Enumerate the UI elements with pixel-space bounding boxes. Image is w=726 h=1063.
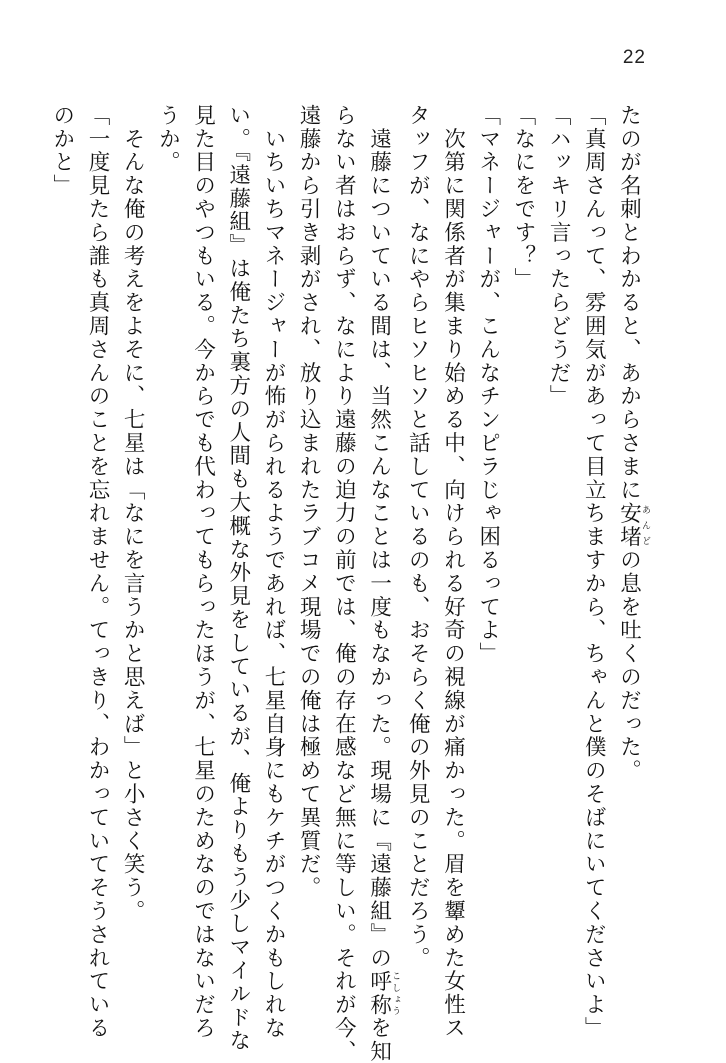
text-line-16: 「一度見たら誰も真周さんのことを忘れません。てっきり、わかっていてそうされている <box>84 104 110 1040</box>
text-line-15: そんな俺の考えをよそに、七星は「なにを言うかと思えば」と小さく笑う。 <box>120 104 146 923</box>
text-line-13: 見た目のやつもいる。今からでも代わってもらったほうが、七星のためなのではないだろ <box>190 104 216 1040</box>
text-line-8: 遠藤についている間は、当然こんなことは一度もなかった。現場に『遠藤組』の呼称こしょうを知 <box>366 104 401 1063</box>
text-line-12: い。『遠藤組』は俺たち裏方の人間も大概な外見をしているが、俺よりもう少しマイルドな <box>225 104 251 1053</box>
text-line-11: いちいちマネージャーが怖がられるようであれば、七星自身にもケチがつくかもしれな <box>260 104 286 1040</box>
body-text <box>49 104 650 1063</box>
text-line-9: らない者はおらず、なにより遠藤の迫力の前では、俺の存在感など無に等しい。それが今、 <box>331 104 357 1063</box>
text-line-14: うか。 <box>155 104 181 175</box>
text-line-17: のかと」 <box>49 104 75 198</box>
text-line-5: 「マネージャーが、こんなチンピラじゃ困るってよ」 <box>475 104 501 666</box>
ruby-kosho: 呼称こしょう <box>366 969 401 1017</box>
page-number: 22 <box>622 47 646 68</box>
text-line-7: タッフが、なにやらヒソヒソと話しているのも、おそらく俺の外見のことだろう。 <box>405 104 431 970</box>
ruby-anzu: 安堵あんど <box>616 501 650 549</box>
text-line-10: 遠藤から引き剥がされ、放り込まれたラブコメ現場での俺は極めて異質だ。 <box>296 104 322 900</box>
text-line-6: 次第に関係者が集まり始める中、向けられる好奇の視線が痛かった。眉を顰めた女性ス <box>440 104 466 1040</box>
text-line-3: 「ハッキリ言ったらどうだ」 <box>546 104 572 409</box>
text-line-2: 「真周さんって、雰囲気があって目立ちますから、ちゃんと僕のそばにいてくださいよ」 <box>581 104 607 1040</box>
text-line-1: たのが名刺とわかると、あからさまに安堵あんどの息を吐くのだった。 <box>616 104 650 783</box>
text-line-4: 「なにをです？」 <box>510 104 536 292</box>
